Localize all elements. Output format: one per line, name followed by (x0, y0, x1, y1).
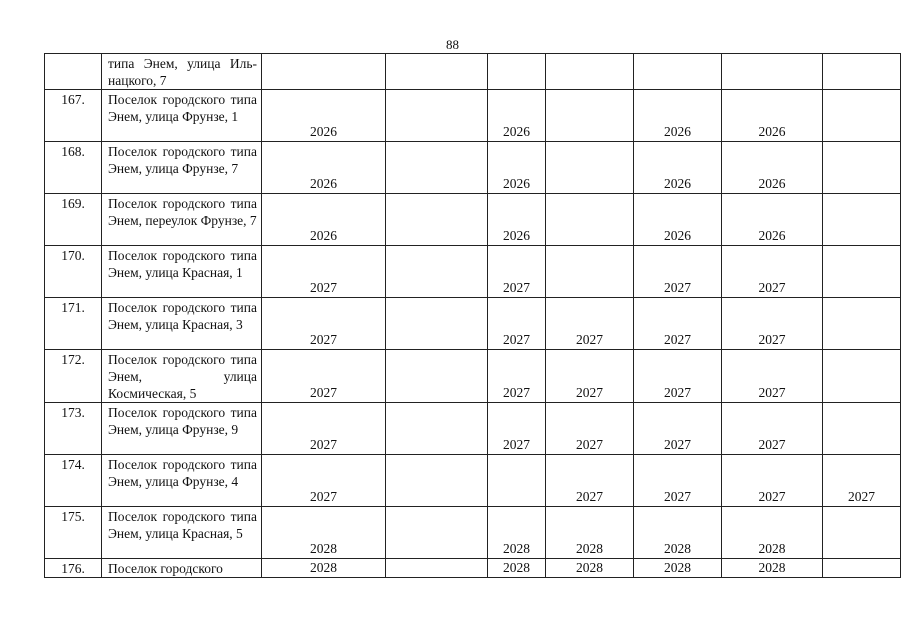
year-cell (823, 403, 901, 455)
year-cell (386, 507, 488, 559)
page-number: 88 (446, 37, 459, 52)
year-cell: 2026 (634, 142, 722, 194)
table-row (45, 54, 901, 90)
year-cell (823, 90, 901, 142)
address-cell: Поселок городского типа Энем, переулок Фрунзе, 7 (102, 194, 262, 246)
year-cell (386, 142, 488, 194)
year-cell (823, 559, 901, 578)
year-cell (386, 54, 488, 90)
row-number: 174. (45, 455, 102, 507)
address-cell: Поселок городского типа Энем, улица Фрунзе, 7 (102, 142, 262, 194)
table-row (45, 298, 901, 350)
address-cell: Поселок городского типа Энем, улица Космическая, 5 (102, 350, 262, 403)
row-number: 170. (45, 246, 102, 298)
year-cell: 2026 (262, 142, 386, 194)
year-cell: 2027 (722, 350, 823, 403)
year-cell: 2027 (262, 455, 386, 507)
address-cell: Поселок городского типа Энем, улица Красная, 1 (102, 246, 262, 298)
year-cell: 2027 (634, 403, 722, 455)
year-cell: 2028 (488, 559, 546, 578)
year-cell (823, 142, 901, 194)
year-cell (823, 246, 901, 298)
year-cell (386, 246, 488, 298)
row-number: 172. (45, 350, 102, 403)
year-cell (823, 194, 901, 246)
year-cell: 2027 (722, 455, 823, 507)
row-number: 173. (45, 403, 102, 455)
address-cell: Поселок городского типа Энем, улица Красная, 5 (102, 507, 262, 559)
year-cell (823, 350, 901, 403)
year-cell: 2028 (722, 507, 823, 559)
table-row (45, 142, 901, 194)
table-row (45, 455, 901, 507)
year-cell (634, 54, 722, 90)
year-cell: 2026 (722, 194, 823, 246)
address-cell: Поселок городского типа Энем, улица Красная, 3 (102, 298, 262, 350)
address-cell: Поселок городского (102, 559, 262, 578)
year-cell: 2026 (488, 194, 546, 246)
year-cell: 2026 (634, 90, 722, 142)
year-cell: 2028 (634, 507, 722, 559)
year-cell (823, 54, 901, 90)
year-cell (386, 403, 488, 455)
row-number: 175. (45, 507, 102, 559)
row-number: 167. (45, 90, 102, 142)
address-cell: Поселок городского типа Энем, улица Фрунзе, 1 (102, 90, 262, 142)
address-cell: Поселок городского типа Энем, улица Фрунзе, 9 (102, 403, 262, 455)
year-cell: 2027 (262, 246, 386, 298)
year-cell: 2027 (634, 350, 722, 403)
year-cell: 2028 (546, 559, 634, 578)
year-cell (386, 194, 488, 246)
year-cell (386, 559, 488, 578)
year-cell: 2027 (634, 246, 722, 298)
year-cell: 2027 (488, 350, 546, 403)
year-cell: 2027 (722, 246, 823, 298)
year-cell: 2026 (488, 90, 546, 142)
year-cell: 2028 (262, 507, 386, 559)
row-number: 171. (45, 298, 102, 350)
year-cell: 2028 (722, 559, 823, 578)
year-cell (823, 298, 901, 350)
year-cell (488, 455, 546, 507)
year-cell: 2028 (262, 559, 386, 578)
year-cell (386, 455, 488, 507)
year-cell: 2027 (262, 350, 386, 403)
year-cell: 2027 (546, 298, 634, 350)
year-cell: 2026 (722, 142, 823, 194)
year-cell: 2028 (488, 507, 546, 559)
row-number (45, 54, 102, 90)
year-cell (386, 90, 488, 142)
table-row (45, 350, 901, 403)
year-cell: 2026 (722, 90, 823, 142)
year-cell (386, 350, 488, 403)
year-cell: 2027 (823, 455, 901, 507)
year-cell: 2027 (546, 350, 634, 403)
table-row (45, 90, 901, 142)
table-row (45, 403, 901, 455)
year-cell (546, 54, 634, 90)
year-cell: 2027 (546, 455, 634, 507)
year-cell: 2027 (262, 403, 386, 455)
address-cell: Поселок городского типа Энем, улица Фрунзе, 4 (102, 455, 262, 507)
year-cell (546, 194, 634, 246)
year-cell: 2027 (634, 298, 722, 350)
register-table (44, 53, 901, 578)
row-number: 176. (45, 559, 102, 578)
year-cell: 2027 (488, 403, 546, 455)
year-cell (546, 246, 634, 298)
table-row (45, 507, 901, 559)
year-cell (722, 54, 823, 90)
year-cell: 2027 (546, 403, 634, 455)
year-cell (546, 142, 634, 194)
address-cell: типа Энем, улица Иль-нацкого, 7 (102, 54, 262, 90)
year-cell: 2027 (262, 298, 386, 350)
year-cell: 2026 (262, 194, 386, 246)
register-body (45, 54, 901, 578)
year-cell: 2027 (488, 246, 546, 298)
year-cell (488, 54, 546, 90)
year-cell: 2026 (488, 142, 546, 194)
year-cell: 2028 (634, 559, 722, 578)
year-cell: 2027 (488, 298, 546, 350)
year-cell: 2027 (722, 298, 823, 350)
table-row (45, 559, 901, 578)
year-cell: 2026 (634, 194, 722, 246)
year-cell: 2027 (634, 455, 722, 507)
table-row (45, 194, 901, 246)
row-number: 168. (45, 142, 102, 194)
year-cell (262, 54, 386, 90)
year-cell (386, 298, 488, 350)
year-cell (546, 90, 634, 142)
table-row (45, 246, 901, 298)
row-number: 169. (45, 194, 102, 246)
year-cell: 2027 (722, 403, 823, 455)
year-cell: 2028 (546, 507, 634, 559)
year-cell: 2026 (262, 90, 386, 142)
year-cell (823, 507, 901, 559)
